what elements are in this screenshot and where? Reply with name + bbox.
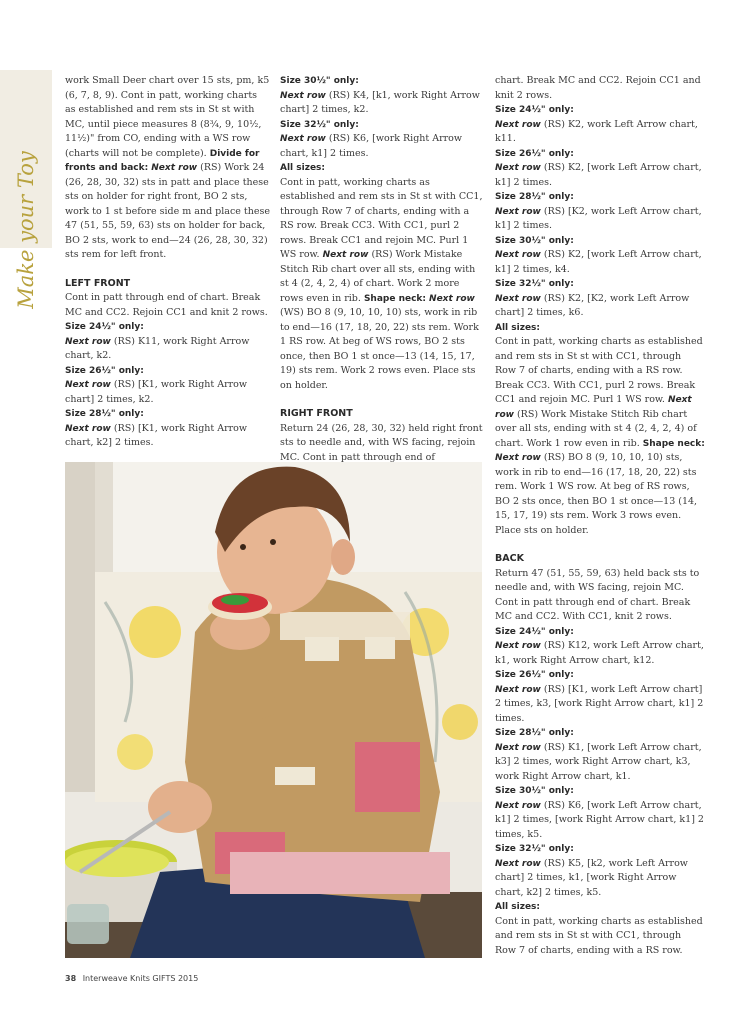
publication-name: Interweave Knits GIFTS 2015 (82, 974, 199, 983)
photo-illustration (65, 462, 482, 958)
size-label: Size 28½" only: (65, 409, 144, 419)
page-number: 38 (65, 974, 77, 983)
section-tab-label: Make your Toy (14, 151, 38, 309)
size-label: Size 28½" only: (495, 192, 574, 202)
page-footer (65, 974, 198, 983)
size-label: Size 30½" only: (495, 786, 574, 796)
text-column-2: Size 30½" only: Next row (RS) K4, [k1, work Right Arrow chart] 2 times, k2. Size 32½" only: Next row (RS) K6, [work Right Arrow chart, k1] 2 times. All sizes: Cont in patt, working charts as established and rem sts in St st with CC1, through Row 7 of charts, ending with a RS row. Break CC3. With CC1, purl 2 rows. Break CC1 and rejoin MC. Purl 1 WS row. Next row (RS) Work Mistake Stitch Rib chart over all sts, ending with st 4 (2, 4, 2, 4) of chart. Work 2 more rows even in rib. Shape neck: Next row (WS) BO 8 (9, 10, 10, 10) sts, work in rib to end—16 (17, 18, 20, 22) sts rem. Work 1 RS row. At beg of WS rows, BO 2 sts once, then BO 1 st once—13 (14, 15, 17, 19) sts rem. Work 2 rows even. Place sts on holder. RIGHT FRONT Return 24 (26, 28, 30, 32) held right front sts to needle and, with WS facing, rejoin MC. Cont in patt through end of (280, 74, 485, 465)
size-label: Size 32½" only: (280, 119, 359, 130)
size-label: Size 30½" only: (495, 235, 574, 246)
size-label: Size 32½" only: (495, 279, 574, 289)
size-label: Size 26½" only: (65, 365, 144, 376)
size-label: Size 24½" only: (495, 105, 574, 115)
text-column-1: work Small Deer chart over 15 sts, pm, k5 (6, 7, 8, 9). Cont in patt, working charts as established and rem sts in St st with MC, until piece measures 8 (8¾, 9, 10½, 11½)" from CO, ending with a WS row (charts will not be complete). Divide for fronts and back: Next row (RS) Work 24 (26, 28, 30, 32) sts in patt and place these sts on holder for right front, BO 2 sts, work to 1 st before side m and place these 47 (51, 55, 59, 63) sts on holder for back, BO 2 sts, work to end—24 (26, 28, 30, 32) sts rem for left front. LEFT FRONT Cont in patt through end of chart. Break MC and CC2. Rejoin CC1 and knit 2 rows. Size 24½" only: Next row (RS) K11, work Right Arrow chart, k2. Size 26½" only: Next row (RS) [K1, work Right Arrow chart] 2 times, k2. Size 28½" only: Next row (RS) [K1, work Right Arrow chart, k2] 2 times. (65, 75, 270, 448)
size-label: Size 28½" only: (495, 728, 574, 738)
paragraph: work Small Deer chart over 15 sts, pm, k5 (6, 7, 8, 9). Cont in patt, working charts as established and rem sts in St st with MC, until piece measures 8 (8¾, 9, 10½, 11½)" from CO, ending with a WS row (charts will not be complete). Divide for fronts and back: Next row (RS) Work 24 (26, 28, 30, 32) sts in patt and place these sts on holder for right front, BO 2 sts, work to 1 st before side m and place these 47 (51, 55, 59, 63) sts on holder for back, BO 2 sts, work to end—24 (26, 28, 30, 32) sts rem for left front. (65, 75, 270, 260)
section-heading-right-front: RIGHT FRONT (280, 408, 353, 419)
size-label: Size 26½" only: (495, 148, 574, 159)
size-label: Size 26½" only: (495, 670, 574, 680)
all-sizes-label: All sizes: (495, 322, 541, 333)
size-label: Size 32½" only: (495, 844, 574, 854)
section-tab (0, 70, 52, 309)
all-sizes-label: All sizes: (280, 163, 326, 173)
size-label: Size 24½" only: (65, 322, 144, 332)
section-heading-back: BACK (495, 553, 524, 564)
photo-child-in-sweater (65, 462, 482, 958)
size-label: Size 24½" only: (495, 626, 574, 637)
all-sizes-label: All sizes: (495, 902, 541, 912)
section-heading-left-front: LEFT FRONT (65, 277, 131, 289)
text-column-3: chart. Break MC and CC2. Rejoin CC1 and knit 2 rows. Size 24½" only: Next row (RS) K2, work Left Arrow chart, k11. Size 26½" only: Next row (RS) K2, [work Left Arrow chart, k1] 2 times. Size 28½" only: Next row (RS) [K2, work Left Arrow chart, k1] 2 times. Size 30½" only: Next row (RS) K2, [work Left Arrow chart, k1] 2 times, k4. Size 32½" only: Next row (RS) K2, [K2, work Left Arrow chart] 2 times, k6. All sizes: Cont in patt, working charts as established and rem sts in St st with CC1, through Row 7 of charts, ending with a RS row. Break CC3. With CC1, purl 2 rows. Break CC1 and rejoin MC. Purl 1 WS row. Next row (RS) Work Mistake Stitch Rib chart over all sts, ending with st 4 (2, 4, 2, 4) of chart. Work 1 row even in rib. Shape neck: Next row (RS) BO 8 (9, 10, 10, 10) sts, work in rib to end—16 (17, 18, 20, 22) sts rem. Work 1 WS row. At beg of RS rows, BO 2 sts once, then BO 1 st once—13 (14, 15, 17, 19) sts rem. Work 3 rows even. Place sts on holder. BACK Return 47 (51, 55, 59, 63) held back sts to needle and, with WS facing, rejoin MC. Cont in patt through end of chart. Break MC and CC2. With CC1, knit 2 rows. Size 24½" only: Next row (RS) K12, work Left Arrow chart, k1, work Right Arrow chart, k12. Size 26½" only: Next row (RS) [K1, work Left Arrow chart] 2 times, k3, [work Right Arrow chart, k1] 2 times. Size 28½" only: Next row (RS) K1, [work Left Arrow chart, k3] 2 times, work Right Arrow chart, k3, work Right Arrow chart, k1. Size 30½" only: Next row (RS) K6, [work Left Arrow chart, k1] 2 times, [work Right Arrow chart, k1] 2 times, k5. Size 32½" only: Next row (RS) K5, [k2, work Left Arrow chart] 2 times, k1, [work Right Arrow chart, k2] 2 times, k5. All sizes: Cont in patt, working charts as established and rem sts in St st with CC1, through Row 7 of charts, ending with a RS row. (495, 75, 705, 956)
size-label: Size 30½" only: (280, 76, 359, 86)
